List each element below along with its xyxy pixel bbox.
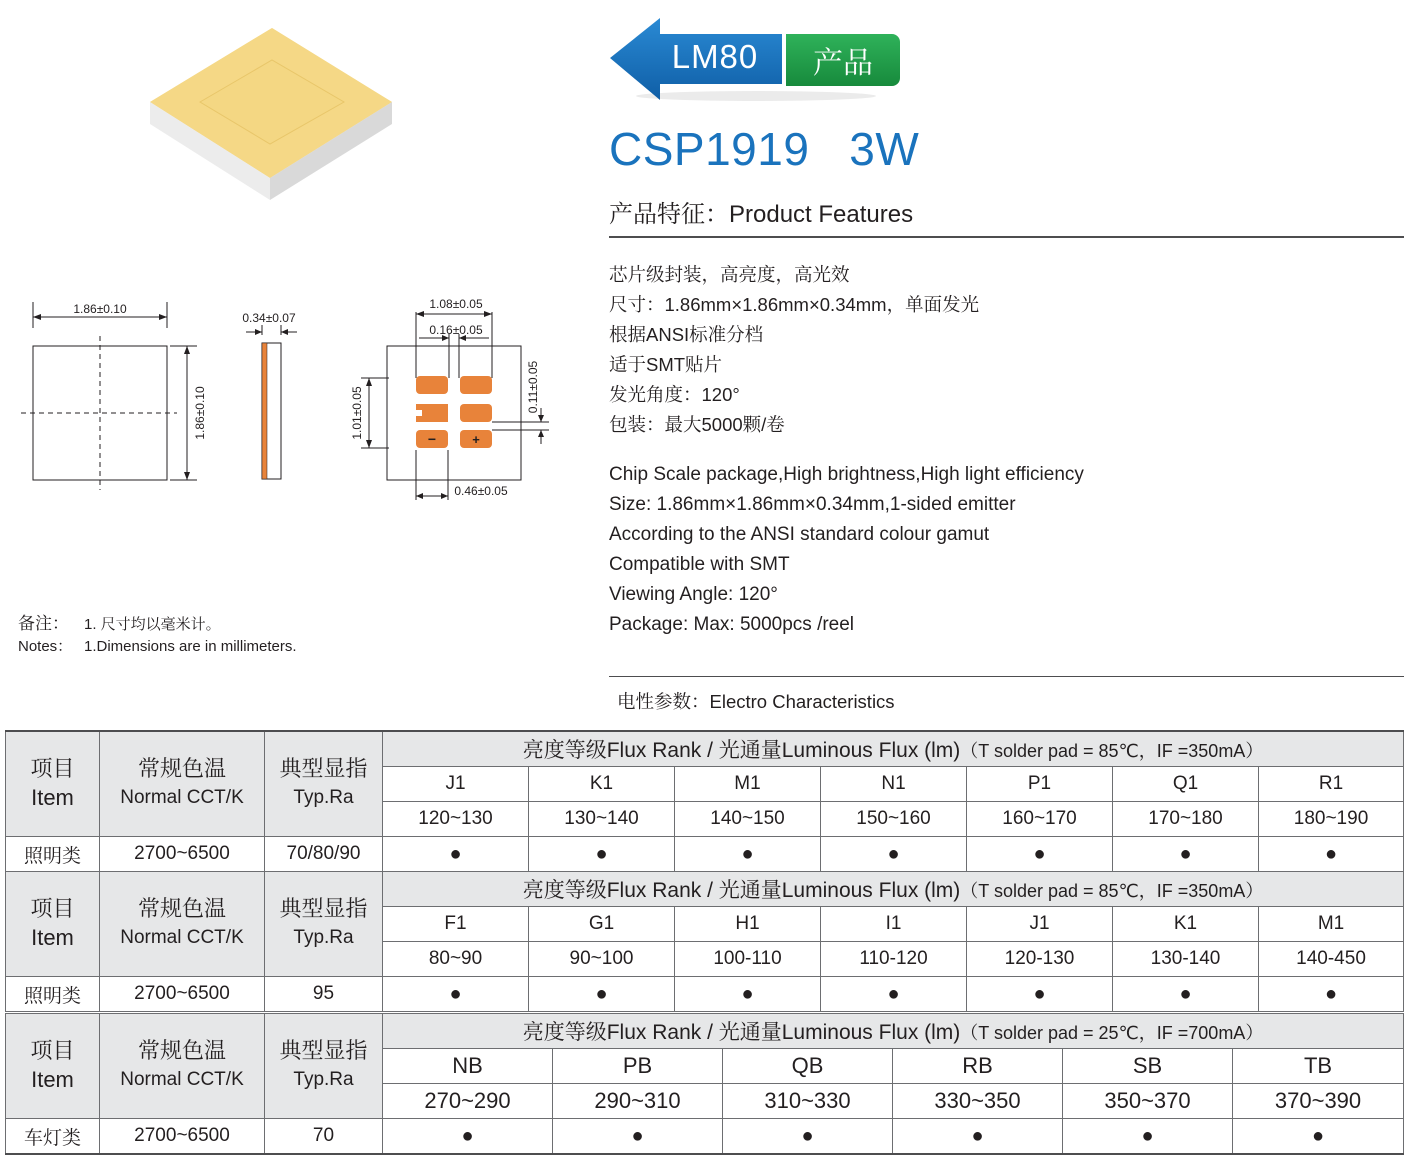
pad bbox=[460, 404, 492, 422]
flux-cell: 120-130 bbox=[967, 942, 1113, 977]
feature-item: 包装：最大5000颗/卷 bbox=[609, 414, 785, 435]
availability-dot: ● bbox=[383, 837, 529, 872]
badge-product-label: 产品 bbox=[813, 46, 873, 81]
feature-item: 根据ANSI标准分档 bbox=[609, 324, 764, 345]
flux-cell: 310~330 bbox=[723, 1084, 893, 1119]
ra-cell: 95 bbox=[265, 977, 383, 1012]
flux-cell: 370~390 bbox=[1233, 1084, 1404, 1119]
rank-cell: G1 bbox=[529, 907, 675, 942]
data-row bbox=[6, 1119, 1404, 1155]
badge-lm80-label: LM80 bbox=[671, 38, 759, 75]
category-cell: 照明类 bbox=[6, 837, 100, 872]
flux-cell: 140~150 bbox=[675, 802, 821, 837]
section-2-header-row bbox=[6, 872, 1404, 907]
top-height-dimension: 1.86±0.10 bbox=[193, 386, 207, 440]
notes-cn-text: 1. 尺寸均以毫米计。 bbox=[84, 616, 221, 633]
pad bbox=[416, 404, 448, 422]
notes-en-label: Notes： bbox=[18, 638, 73, 655]
pad-offset-dimension: 0.46±0.05 bbox=[454, 484, 508, 498]
side-view-drawing bbox=[232, 305, 312, 490]
availability-dot: ● bbox=[383, 977, 529, 1012]
rank-cell: K1 bbox=[529, 767, 675, 802]
spec-table-automotive bbox=[5, 1013, 1404, 1155]
notes bbox=[18, 613, 297, 658]
notes-cn-label: 备注： bbox=[18, 614, 69, 633]
flux-rank-header: 亮度等级Flux Rank / 光通量Luminous Flux (lm)（T solder pad = 25℃，IF =700mA） bbox=[383, 1014, 1404, 1049]
category-cell: 照明类 bbox=[6, 977, 100, 1012]
availability-dot: ● bbox=[529, 977, 675, 1012]
rank-cell: M1 bbox=[1259, 907, 1404, 942]
rank-cell: RB bbox=[893, 1049, 1063, 1084]
rank-cell: NB bbox=[383, 1049, 553, 1084]
availability-dot: ● bbox=[967, 837, 1113, 872]
rank-cell: R1 bbox=[1259, 767, 1404, 802]
ra-header: 典型显指 Typ.Ra bbox=[265, 1014, 383, 1119]
availability-dot: ● bbox=[821, 837, 967, 872]
feature-item: 发光角度：120° bbox=[609, 384, 740, 405]
flux-rank-header: 亮度等级Flux Rank / 光通量Luminous Flux (lm)（T solder pad = 85℃，IF =350mA） bbox=[383, 872, 1404, 907]
availability-dot: ● bbox=[821, 977, 967, 1012]
availability-dot: ● bbox=[1259, 837, 1404, 872]
item-header: 项目 Item bbox=[6, 1014, 100, 1119]
rank-cell: M1 bbox=[675, 767, 821, 802]
feature-item: Chip Scale package,High brightness,High light efficiency bbox=[609, 464, 1084, 485]
led-package-image bbox=[140, 20, 410, 210]
ra-cell: 70 bbox=[265, 1119, 383, 1155]
category-cell: 车灯类 bbox=[6, 1119, 100, 1155]
rank-cell: J1 bbox=[383, 767, 529, 802]
rank-cell: TB bbox=[1233, 1049, 1404, 1084]
pad-gap-dimension: 0.16±0.05 bbox=[429, 323, 483, 337]
ra-header: 典型显指 Typ.Ra bbox=[265, 872, 383, 977]
availability-dot: ● bbox=[1113, 837, 1259, 872]
product-title: CSP1919 3W bbox=[609, 123, 920, 175]
divider bbox=[609, 676, 1404, 677]
rank-cell: J1 bbox=[967, 907, 1113, 942]
feature-item: Size: 1.86mm×1.86mm×0.34mm,1-sided emitter bbox=[609, 494, 1016, 515]
rank-cell: F1 bbox=[383, 907, 529, 942]
rank-cell: H1 bbox=[675, 907, 821, 942]
pad-height-dimension: 0.11±0.05 bbox=[526, 360, 540, 414]
availability-dot: ● bbox=[967, 977, 1113, 1012]
feature-item: 适于SMT贴片 bbox=[609, 354, 723, 375]
flux-cell: 270~290 bbox=[383, 1084, 553, 1119]
flux-cell: 100-110 bbox=[675, 942, 821, 977]
flux-cell: 290~310 bbox=[553, 1084, 723, 1119]
flux-cell: 150~160 bbox=[821, 802, 967, 837]
cct-header: 常规色温 Normal CCT/K bbox=[100, 731, 265, 837]
notes-en-text: 1.Dimensions are in millimeters. bbox=[84, 638, 297, 655]
section-1-header-row bbox=[6, 731, 1404, 767]
minus-sign: − bbox=[427, 431, 437, 447]
pad-outer-width-dimension: 1.08±0.05 bbox=[429, 297, 483, 311]
side-thickness-dimension: 0.34±0.07 bbox=[242, 311, 296, 325]
section-3-header-row bbox=[6, 1014, 1404, 1049]
availability-dot: ● bbox=[893, 1119, 1063, 1155]
features-list-en bbox=[609, 460, 1084, 640]
availability-dot: ● bbox=[675, 837, 821, 872]
flux-cell: 80~90 bbox=[383, 942, 529, 977]
features-list-cn bbox=[609, 260, 979, 440]
cct-cell: 2700~6500 bbox=[100, 1119, 265, 1155]
availability-dot: ● bbox=[1063, 1119, 1233, 1155]
rank-cell: K1 bbox=[1113, 907, 1259, 942]
rank-cell: SB bbox=[1063, 1049, 1233, 1084]
feature-item: According to the ANSI standard colour gamut bbox=[609, 524, 990, 545]
availability-dot: ● bbox=[553, 1119, 723, 1155]
rank-cell: N1 bbox=[821, 767, 967, 802]
flux-cell: 90~100 bbox=[529, 942, 675, 977]
feature-item: Compatible with SMT bbox=[609, 554, 790, 575]
flux-rank-header: 亮度等级Flux Rank / 光通量Luminous Flux (lm)（T solder pad = 85℃，IF =350mA） bbox=[383, 731, 1404, 767]
electro-heading: 电性参数：Electro Characteristics bbox=[617, 691, 895, 712]
rank-cell: PB bbox=[553, 1049, 723, 1084]
rank-cell: I1 bbox=[821, 907, 967, 942]
top-view-drawing bbox=[15, 290, 220, 490]
data-row bbox=[6, 837, 1404, 872]
availability-dot: ● bbox=[383, 1119, 553, 1155]
flux-cell: 130-140 bbox=[1113, 942, 1259, 977]
cct-cell: 2700~6500 bbox=[100, 837, 265, 872]
flux-cell: 170~180 bbox=[1113, 802, 1259, 837]
feature-item: 芯片级封装，高亮度，高光效 bbox=[609, 264, 850, 285]
cct-cell: 2700~6500 bbox=[100, 977, 265, 1012]
flux-cell: 180~190 bbox=[1259, 802, 1404, 837]
flux-cell: 130~140 bbox=[529, 802, 675, 837]
flux-cell: 160~170 bbox=[967, 802, 1113, 837]
features-heading: 产品特征：Product Features bbox=[609, 201, 914, 228]
pad-view-drawing bbox=[345, 292, 560, 507]
pad bbox=[416, 376, 448, 394]
availability-dot: ● bbox=[1233, 1119, 1404, 1155]
pad bbox=[460, 376, 492, 394]
ra-header: 典型显指 Typ.Ra bbox=[265, 731, 383, 837]
feature-item: Package: Max: 5000pcs /reel bbox=[609, 614, 855, 635]
spec-table bbox=[5, 730, 1404, 1012]
cct-header: 常规色温 Normal CCT/K bbox=[100, 872, 265, 977]
data-row bbox=[6, 977, 1404, 1012]
availability-dot: ● bbox=[1113, 977, 1259, 1012]
availability-dot: ● bbox=[723, 1119, 893, 1155]
rank-cell: QB bbox=[723, 1049, 893, 1084]
item-header: 项目 Item bbox=[6, 731, 100, 837]
rank-cell: P1 bbox=[967, 767, 1113, 802]
top-width-dimension: 1.86±0.10 bbox=[73, 302, 127, 316]
pad-span-dimension: 1.01±0.05 bbox=[350, 386, 364, 440]
flux-cell: 350~370 bbox=[1063, 1084, 1233, 1119]
availability-dot: ● bbox=[529, 837, 675, 872]
feature-item: Viewing Angle: 120° bbox=[609, 584, 778, 605]
ra-cell: 70/80/90 bbox=[265, 837, 383, 872]
divider bbox=[609, 236, 1404, 238]
availability-dot: ● bbox=[675, 977, 821, 1012]
availability-dot: ● bbox=[1259, 977, 1404, 1012]
flux-cell: 120~130 bbox=[383, 802, 529, 837]
flux-cell: 140-450 bbox=[1259, 942, 1404, 977]
plus-sign: + bbox=[472, 432, 480, 447]
rank-cell: Q1 bbox=[1113, 767, 1259, 802]
flux-cell: 110-120 bbox=[821, 942, 967, 977]
cct-header: 常规色温 Normal CCT/K bbox=[100, 1014, 265, 1119]
flux-cell: 330~350 bbox=[893, 1084, 1063, 1119]
feature-item: 尺寸：1.86mm×1.86mm×0.34mm，单面发光 bbox=[609, 294, 980, 315]
item-header: 项目 Item bbox=[6, 872, 100, 977]
